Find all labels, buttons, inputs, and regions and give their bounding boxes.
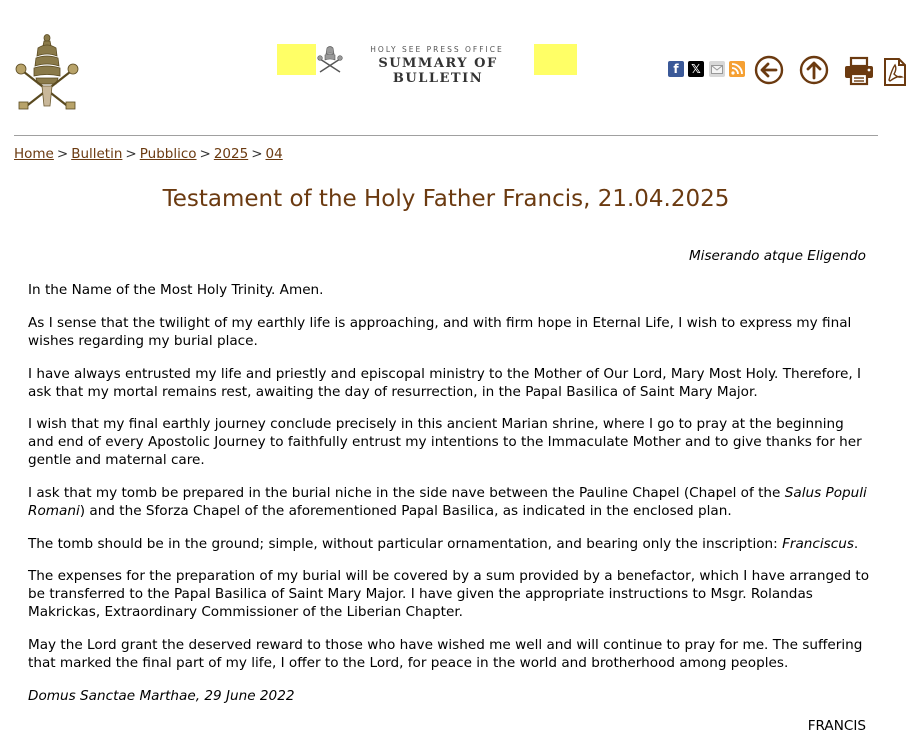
rss-icon[interactable] bbox=[729, 61, 745, 77]
breadcrumb-home[interactable]: Home bbox=[14, 146, 54, 162]
breadcrumb-separator: > bbox=[125, 146, 137, 162]
signature: FRANCIS bbox=[807, 718, 866, 734]
pdf-icon[interactable] bbox=[882, 57, 908, 87]
paragraph-prayer: May the Lord grant the deserved reward to those who have wished me well and will continue to pray for me. The suffering that marked the final part of my life, I offer to the Lord, for peace in the world and brotherhood among peoples. bbox=[28, 637, 863, 671]
up-arrow-icon[interactable] bbox=[799, 55, 829, 85]
paragraph-tomb-location bbox=[28, 484, 873, 520]
tomb-text-after: ) and the Sforza Chapel of the aforementioned Papal Basilica, as indicated in the enclosed plan. bbox=[79, 503, 732, 519]
back-arrow-icon[interactable] bbox=[754, 55, 784, 85]
date-line: Domus Sanctae Marthae, 29 June 2022 bbox=[28, 688, 295, 704]
header-divider bbox=[14, 135, 878, 136]
breadcrumb-bulletin[interactable]: Bulletin bbox=[71, 146, 123, 162]
paragraph-inscription bbox=[28, 535, 873, 553]
breadcrumb-separator: > bbox=[199, 146, 211, 162]
paragraph-entrustment: I have always entrusted my life and priestly and episcopal ministry to the Mother of Our Lord, Mary Most Holy. Therefore, I ask that my mortal remains rest, awaiting the day of resurrection, in the Papal Basilica of Saint Mary Major. bbox=[28, 366, 862, 400]
paragraph-expenses: The expenses for the preparation of my burial will be covered by a sum provided by a benefactor, which I have arranged to be transferred to the Papal Basilica of Saint Mary Major. I have given the appropriate instructions to Msgr. Rolandas Makrickas, Extraordinary Commissioner of the Liberian Chapter. bbox=[28, 568, 870, 620]
banner-subtitle: HOLY SEE PRESS OFFICE bbox=[370, 45, 504, 54]
breadcrumb-year[interactable]: 2025 bbox=[213, 146, 249, 162]
banner-yellow-right bbox=[534, 44, 577, 75]
print-icon[interactable] bbox=[843, 56, 875, 86]
breadcrumb-pubblico[interactable]: Pubblico bbox=[139, 146, 197, 162]
x-icon[interactable]: 𝕏 bbox=[688, 61, 704, 77]
paragraph-marian-shrine: I wish that my final earthly journey conclude precisely in this ancient Marian shrine, where I go to pray at the beginning and end of every Apostolic Journey to faithfully entrust my intentions to the Immaculate Mother and to give thanks for her gentle and maternal care. bbox=[28, 416, 862, 468]
banner-title: SUMMARY OF BULLETIN bbox=[378, 56, 498, 86]
bulletin-banner[interactable] bbox=[277, 44, 577, 86]
page-title: Testament of the Holy Father Francis, 21.04.2025 bbox=[162, 186, 730, 212]
breadcrumb-separator: > bbox=[251, 146, 263, 162]
breadcrumb-separator: > bbox=[56, 146, 69, 162]
breadcrumb-month[interactable]: 04 bbox=[265, 146, 283, 162]
motto: Miserando atque Eligendo bbox=[688, 248, 866, 264]
paragraph-invocation: In the Name of the Most Holy Trinity. Amen. bbox=[28, 282, 324, 298]
banner-yellow-left bbox=[277, 44, 316, 75]
inscription-text-before: The tomb should be in the ground; simple, without particular ornamentation, and bearing only the inscription: bbox=[28, 536, 783, 552]
inscription-text-italic: Franciscus bbox=[782, 536, 854, 552]
email-icon[interactable] bbox=[709, 61, 725, 77]
tomb-text-italic: Salus Populi Romani bbox=[28, 485, 867, 519]
papal-crest-logo[interactable] bbox=[14, 32, 80, 112]
paragraph-burial-wish: As I sense that the twilight of my earthly life is approaching, and with firm hope in Eternal Life, I wish to express my final wishes regarding my burial place. bbox=[28, 315, 852, 349]
tomb-text-before: I ask that my tomb be prepared in the burial niche in the side nave between the Pauline Chapel (Chapel of the bbox=[28, 485, 785, 501]
facebook-icon[interactable]: f bbox=[668, 61, 684, 77]
inscription-text-after: . bbox=[853, 536, 859, 552]
breadcrumb bbox=[14, 146, 283, 162]
banner-seal-icon bbox=[317, 45, 343, 75]
